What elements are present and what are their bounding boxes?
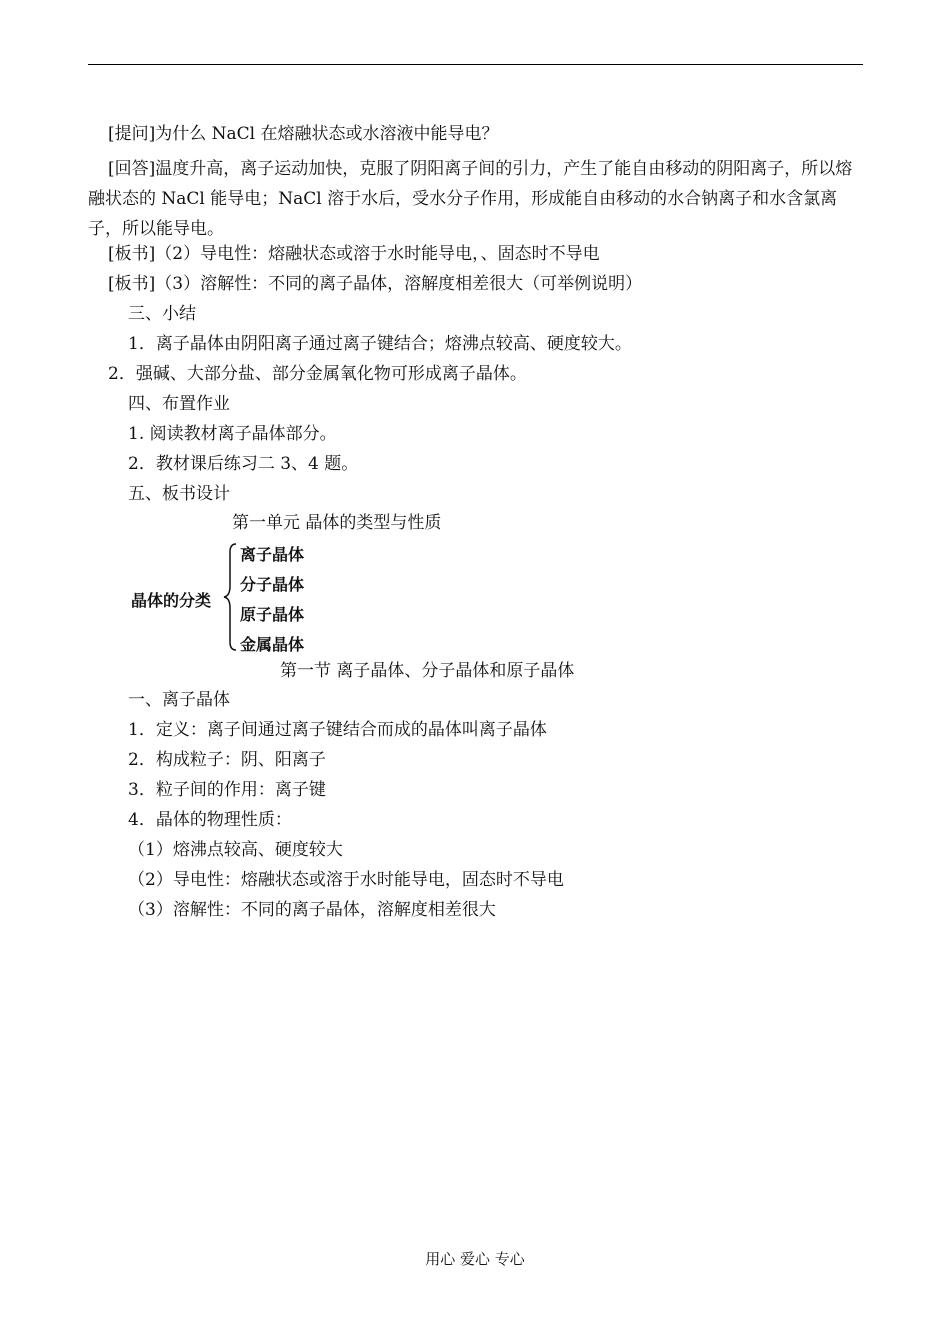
crystal-classification-diagram [128, 538, 348, 656]
board-design-heading: 五、板书设计 [128, 484, 230, 504]
classification-item: 原子晶体 [240, 605, 305, 624]
homework-item-1: 1. 阅读教材离子晶体部分。 [128, 424, 337, 444]
ionic-crystal-heading: 一、离子晶体 [128, 690, 230, 710]
page-footer: 用心 爱心 专心 [425, 1250, 525, 1268]
summary-item-1: 1．离子晶体由阴阳离子通过离子键结合；熔沸点较高、硬度较大。 [128, 334, 632, 354]
classification-item: 离子晶体 [240, 545, 305, 564]
board-conductivity-line: [板书]（2）导电性：熔融状态或溶于水时能导电，、固态时不导电 [108, 244, 600, 264]
section-title: 第一节 离子晶体、分子晶体和原子晶体 [280, 661, 575, 681]
question-line: [提问]为什么 NaCl 在熔融状态或水溶液中能导电？ [108, 124, 499, 144]
particles-line: 2．构成粒子：阴、阳离子 [128, 750, 326, 770]
interaction-line: 3．粒子间的作用：离子键 [128, 780, 326, 800]
curly-brace-icon [220, 538, 240, 656]
summary-heading: 三、小结 [128, 304, 196, 324]
homework-item-2: 2．教材课后练习二 3、4 题。 [128, 454, 359, 474]
classification-item: 分子晶体 [240, 575, 305, 594]
classification-item: 金属晶体 [240, 635, 305, 654]
property-item-2: （2）导电性：熔融状态或溶于水时能导电，固态时不导电 [128, 870, 564, 890]
homework-heading: 四、布置作业 [128, 394, 230, 414]
properties-heading: 4．晶体的物理性质： [128, 810, 292, 830]
board-solubility-line: [板书]（3）溶解性：不同的离子晶体，溶解度相差很大（可举例说明） [108, 274, 643, 294]
definition-line: 1．定义：离子间通过离子键结合而成的晶体叫离子晶体 [128, 720, 547, 740]
property-item-1: （1）熔沸点较高、硬度较大 [128, 840, 343, 860]
property-item-3: （3）溶解性：不同的离子晶体，溶解度相差很大 [128, 900, 496, 920]
summary-item-2: 2．强碱、大部分盐、部分金属氧化物可形成离子晶体。 [108, 364, 527, 384]
classification-label: 晶体的分类 [131, 591, 212, 610]
header-rule [88, 64, 863, 65]
answer-paragraph: [回答]温度升高，离子运动加快，克服了阴阳离子间的引力，产生了能自由移动的阴阳离子，所以熔融状态的 NaCl 能导电；NaCl 溶于水后，受水分子作用，形成能自由移动的水合钠离子和水含氯离子，所以能导电。 [88, 159, 853, 239]
unit-title: 第一单元 晶体的类型与性质 [232, 513, 442, 533]
